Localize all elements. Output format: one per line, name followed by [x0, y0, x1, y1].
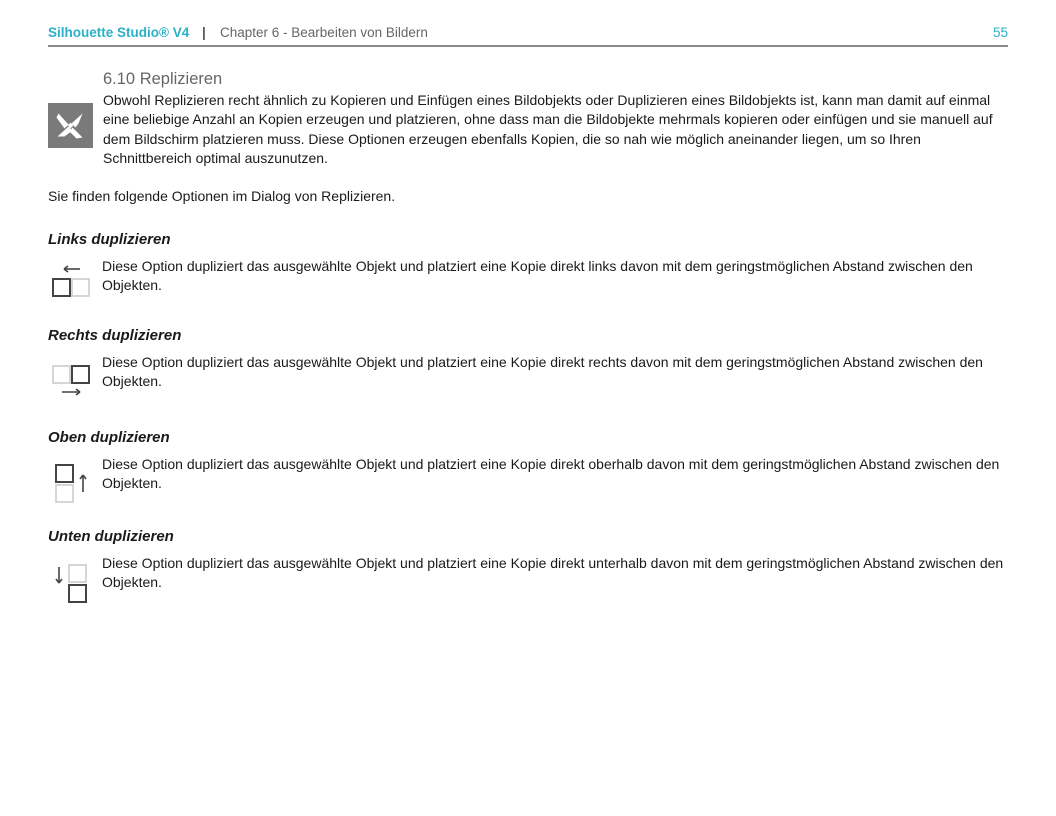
duplicate-left-icon [50, 260, 96, 306]
option-desc-right: Diese Option dupliziert das ausgewählte Objekt und platziert eine Kopie direkt rechts davon mit dem geringstmöglichen Abstand zwischen den Objekten. [102, 354, 983, 390]
page-number: 55 [992, 25, 1008, 40]
duplicate-below-icon [50, 561, 96, 607]
chapter-title: Chapter 6 - Bearbeiten von Bildern [220, 25, 428, 40]
option-title-right: Rechts duplizieren [48, 327, 182, 344]
option-title-left: Links duplizieren [48, 231, 171, 248]
option-desc-below: Diese Option dupliziert das ausgewählte Objekt und platziert eine Kopie direkt unterhalb davon mit dem geringstmöglichen Abstand zwischen den Objekten. [102, 555, 1004, 591]
option-desc-above: Diese Option dupliziert das ausgewählte Objekt und platziert eine Kopie direkt oberhalb davon mit dem geringstmöglichen Abstand zwischen den Objekten. [102, 456, 1000, 492]
option-title-above: Oben duplizieren [48, 429, 170, 446]
header-rule [48, 45, 1008, 47]
page-header [48, 24, 1008, 46]
lead-paragraph: Sie finden folgende Optionen im Dialog von Replizieren. [48, 188, 396, 204]
option-title-below: Unten duplizieren [48, 528, 174, 545]
option-desc-left: Diese Option dupliziert das ausgewählte Objekt und platziert eine Kopie direkt links davon mit dem geringstmöglichen Abstand zwischen den Objekten. [102, 258, 973, 294]
brand-title: Silhouette Studio® V4 [48, 25, 190, 40]
replicate-icon [48, 103, 93, 148]
duplicate-right-icon [50, 360, 96, 406]
duplicate-above-icon [50, 461, 96, 507]
header-separator: | [202, 25, 206, 40]
intro-paragraph: Obwohl Replizieren recht ähnlich zu Kopieren und Einfügen eines Bildobjekts oder Duplizieren eines Bildobjekts ist, kann man damit auf einmal eine beliebige Anzahl an Kopien erzeugen und platzieren, ohne dass man die Bildobjekte mehrmals kopieren oder einfügen und sie manuell auf dem Bildschirm platzieren muss. Diese Optionen erzeugen ebenfalls Kopien, die so nah wie möglich aneinander liegen, um so Ihren Schnittbereich optimal auszunutzen. [103, 92, 993, 166]
section-title: 6.10 Replizieren [103, 70, 223, 88]
